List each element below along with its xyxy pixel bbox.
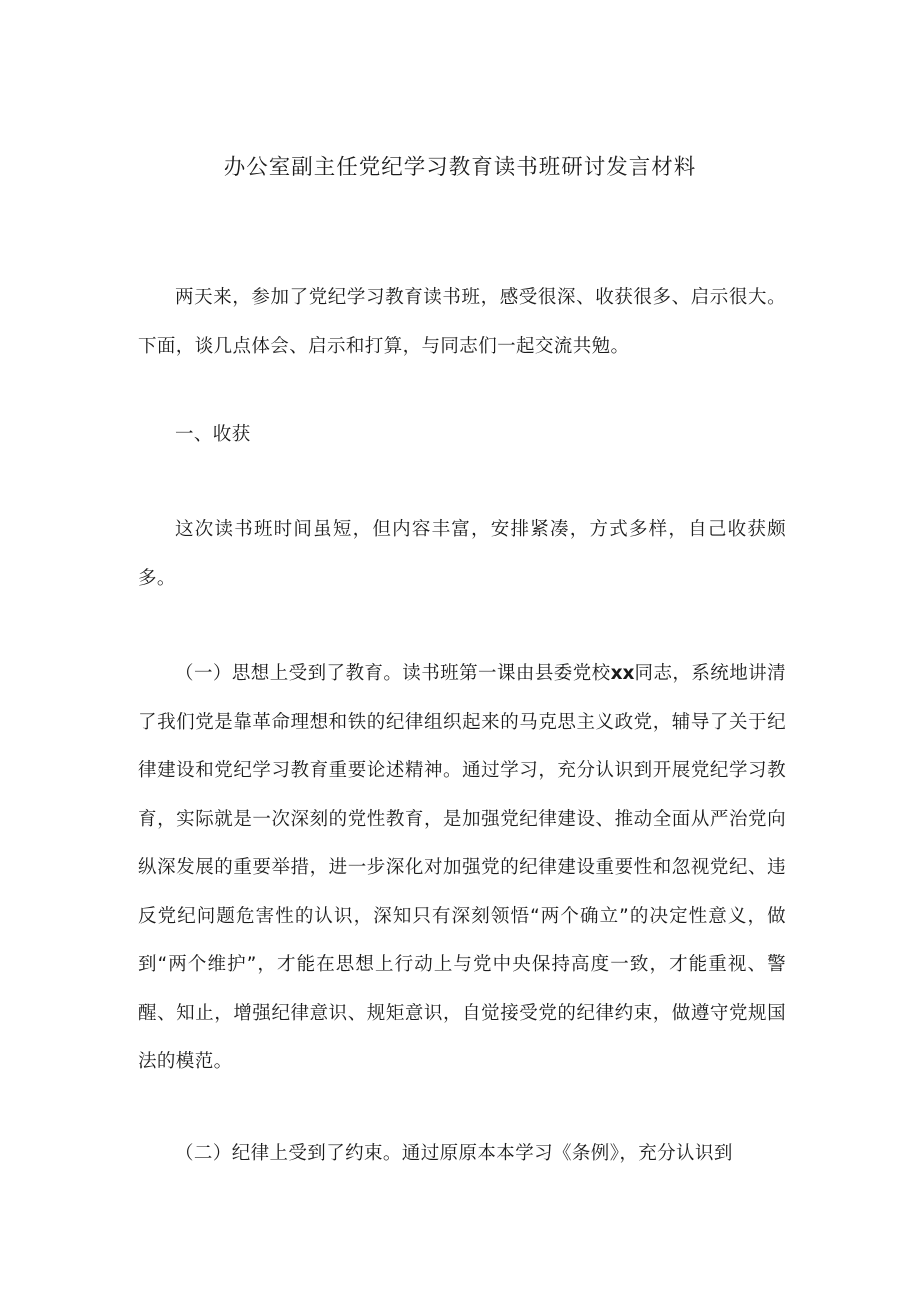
document-title: 办公室副主任党纪学习教育读书班研讨发言材料 bbox=[223, 155, 697, 180]
section-intro-paragraph: 这次读书班时间虽短，但内容丰富，安排紧凑，方式多样，自己收获颇多。 bbox=[138, 519, 786, 589]
point-one-text-end: 同志，系统地讲清了我们党是靠革命理想和铁的纪律组织起来的马克思主义政党，辅导了关于纪律建设和党纪学习教育重要论述精神。通过学习，充分认识到开展党纪学习教育，实际就是一次深刻的党性教育，是加强党纪律建设、推动全面从严治党向纵深发展的重要举措，进一步深化对加强党的纪律建设重要性和忽视党纪、违反党纪问题危害性的认识，深知只有深刻领悟“两个确立”的决定性意义，做到“两个维护”，才能在思想上行动上与党中央保持高度一致，才能重视、警醒、知止，增强纪律意识、规矩意识，自觉接受党的纪律约束，做遵守党规国法的模范。 bbox=[138, 663, 786, 1072]
intro-paragraph: 两天来，参加了党纪学习教育读书班，感受很深、收获很多、启示很大。下面，谈几点体会、启示和打算，与同志们一起交流共勉。 bbox=[138, 287, 786, 357]
point-one-paragraph bbox=[138, 650, 786, 1087]
point-two-paragraph: （二）纪律上受到了约束。通过原原本本学习《条例》，充分认识到 bbox=[175, 1143, 733, 1164]
placeholder-name: xx bbox=[610, 663, 635, 684]
point-one-text-start: （一）思想上受到了教育。读书班第一课由县委党校 bbox=[175, 663, 611, 684]
section-heading: 一、收获 bbox=[175, 424, 251, 445]
